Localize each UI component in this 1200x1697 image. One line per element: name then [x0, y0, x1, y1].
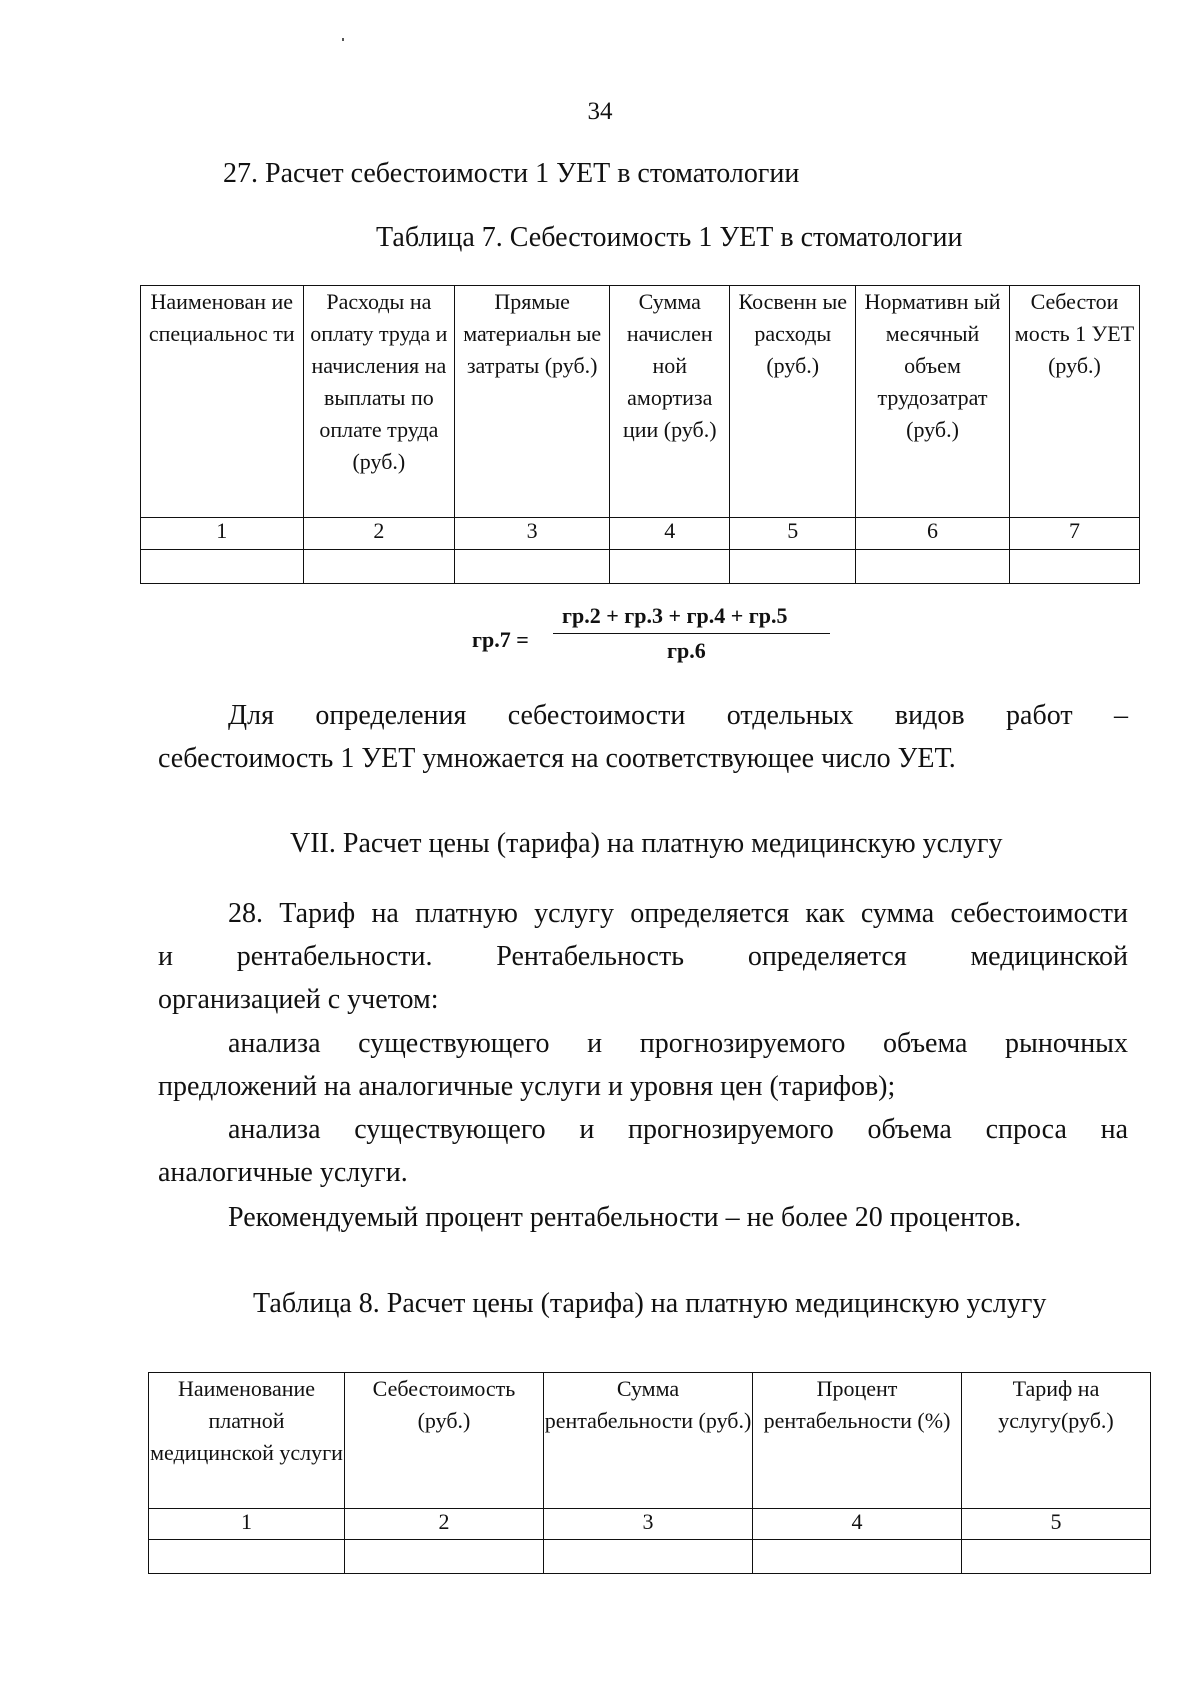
- table7-caption: Таблица 7. Себестоимость 1 УЕТ в стоматологии: [376, 222, 963, 253]
- table7-empty-cell: [1009, 550, 1139, 584]
- table7-header-cell: Прямые материальн ые затраты (руб.): [455, 286, 610, 518]
- table8-number-row: [149, 1509, 1151, 1540]
- page-number: 34: [587, 98, 613, 125]
- paragraph-line: 28. Тариф на платную услугу определяется как сумма себестоимости: [228, 898, 1128, 929]
- paragraph-line: анализа существующего и прогнозируемого объема рыночных: [228, 1028, 1128, 1059]
- paragraph-line: Для определения себестоимости отдельных видов работ –: [228, 700, 1128, 731]
- table7-header-cell: Нормативн ый месячный объем трудозатрат (руб.): [856, 286, 1010, 518]
- table7-header-row: [141, 286, 1140, 518]
- paragraph-market: [158, 1022, 1128, 1108]
- table7-number-cell: 2: [303, 518, 455, 550]
- table7-number-cell: 7: [1009, 518, 1139, 550]
- paragraph-line: себестоимость 1 УЕТ умножается на соответствующее число УЕТ.: [158, 743, 956, 774]
- table7-number-cell: 3: [455, 518, 610, 550]
- formula-denominator: гр.6: [667, 638, 706, 663]
- table7-header-cell: Сумма начислен ной амортиза ции (руб.): [610, 286, 730, 518]
- table7-empty-cell: [730, 550, 856, 584]
- table8-empty-cell: [753, 1540, 962, 1574]
- table8-header-cell: Себестоимость (руб.): [345, 1373, 544, 1509]
- table8-empty-cell: [962, 1540, 1151, 1574]
- table8-empty-row: [149, 1540, 1151, 1574]
- paragraph-line: Рекомендуемый процент рентабельности – не более 20 процентов.: [228, 1202, 1022, 1233]
- table7-number-row: [141, 518, 1140, 550]
- paragraph-determine: [158, 694, 1128, 780]
- table7-header-cell: Косвенн ые расходы (руб.): [730, 286, 856, 518]
- paragraph-line: организацией с учетом:: [158, 984, 439, 1015]
- table7-empty-cell: [141, 550, 304, 584]
- formula-fraction-bar: [553, 633, 830, 634]
- paragraph-line: и рентабельности. Рентабельность определяется медицинской: [158, 941, 1128, 972]
- section7-heading: VII. Расчет цены (тарифа) на платную медицинскую услугу: [290, 828, 1003, 859]
- table8-empty-cell: [544, 1540, 753, 1574]
- table7: [140, 285, 1140, 584]
- table8-header-cell: Тариф на услугу(руб.): [962, 1373, 1151, 1509]
- table7-empty-cell: [856, 550, 1010, 584]
- table7-number-cell: 6: [856, 518, 1010, 550]
- section27-heading: 27. Расчет себестоимости 1 УЕТ в стоматологии: [223, 158, 800, 189]
- table7-empty-row: [141, 550, 1140, 584]
- table8-number-cell: 1: [149, 1509, 345, 1540]
- paragraph-line: предложений на аналогичные услуги и уровня цен (тарифов);: [158, 1071, 896, 1102]
- table8-empty-cell: [149, 1540, 345, 1574]
- table8-number-cell: 5: [962, 1509, 1151, 1540]
- table7-number-cell: 1: [141, 518, 304, 550]
- table8-header-cell: Наименование платной медицинской услуги: [149, 1373, 345, 1509]
- paragraph-28: [158, 892, 1128, 1021]
- paragraph-recommend: [158, 1196, 1128, 1239]
- table7-empty-cell: [610, 550, 730, 584]
- table7-empty-cell: [455, 550, 610, 584]
- table8-caption: Таблица 8. Расчет цены (тарифа) на платную медицинскую услугу: [253, 1288, 1047, 1319]
- table8-header-cell: Процент рентабельности (%): [753, 1373, 962, 1509]
- formula-lhs: гр.7 =: [472, 627, 529, 652]
- formula-numerator: гр.2 + гр.3 + гр.4 + гр.5: [562, 603, 788, 628]
- table8: [148, 1372, 1151, 1574]
- table8-number-cell: 3: [544, 1509, 753, 1540]
- table8-header-row: [149, 1373, 1151, 1509]
- table8-number-cell: 4: [753, 1509, 962, 1540]
- table8-header-cell: Сумма рентабельности (руб.): [544, 1373, 753, 1509]
- table8-number-cell: 2: [345, 1509, 544, 1540]
- table7-number-cell: 4: [610, 518, 730, 550]
- scan-speck: [342, 38, 344, 41]
- table8-empty-cell: [345, 1540, 544, 1574]
- paragraph-demand: [158, 1108, 1128, 1194]
- table7-number-cell: 5: [730, 518, 856, 550]
- table7-header-cell: Себестои мость 1 УЕТ (руб.): [1009, 286, 1139, 518]
- paragraph-line: анализа существующего и прогнозируемого объема спроса на: [228, 1114, 1128, 1145]
- table7-empty-cell: [303, 550, 455, 584]
- table7-header-cell: Расходы на оплату труда и начисления на выплаты по оплате труда (руб.): [303, 286, 455, 518]
- paragraph-line: аналогичные услуги.: [158, 1157, 408, 1188]
- table7-header-cell: Наименован ие специальнос ти: [141, 286, 304, 518]
